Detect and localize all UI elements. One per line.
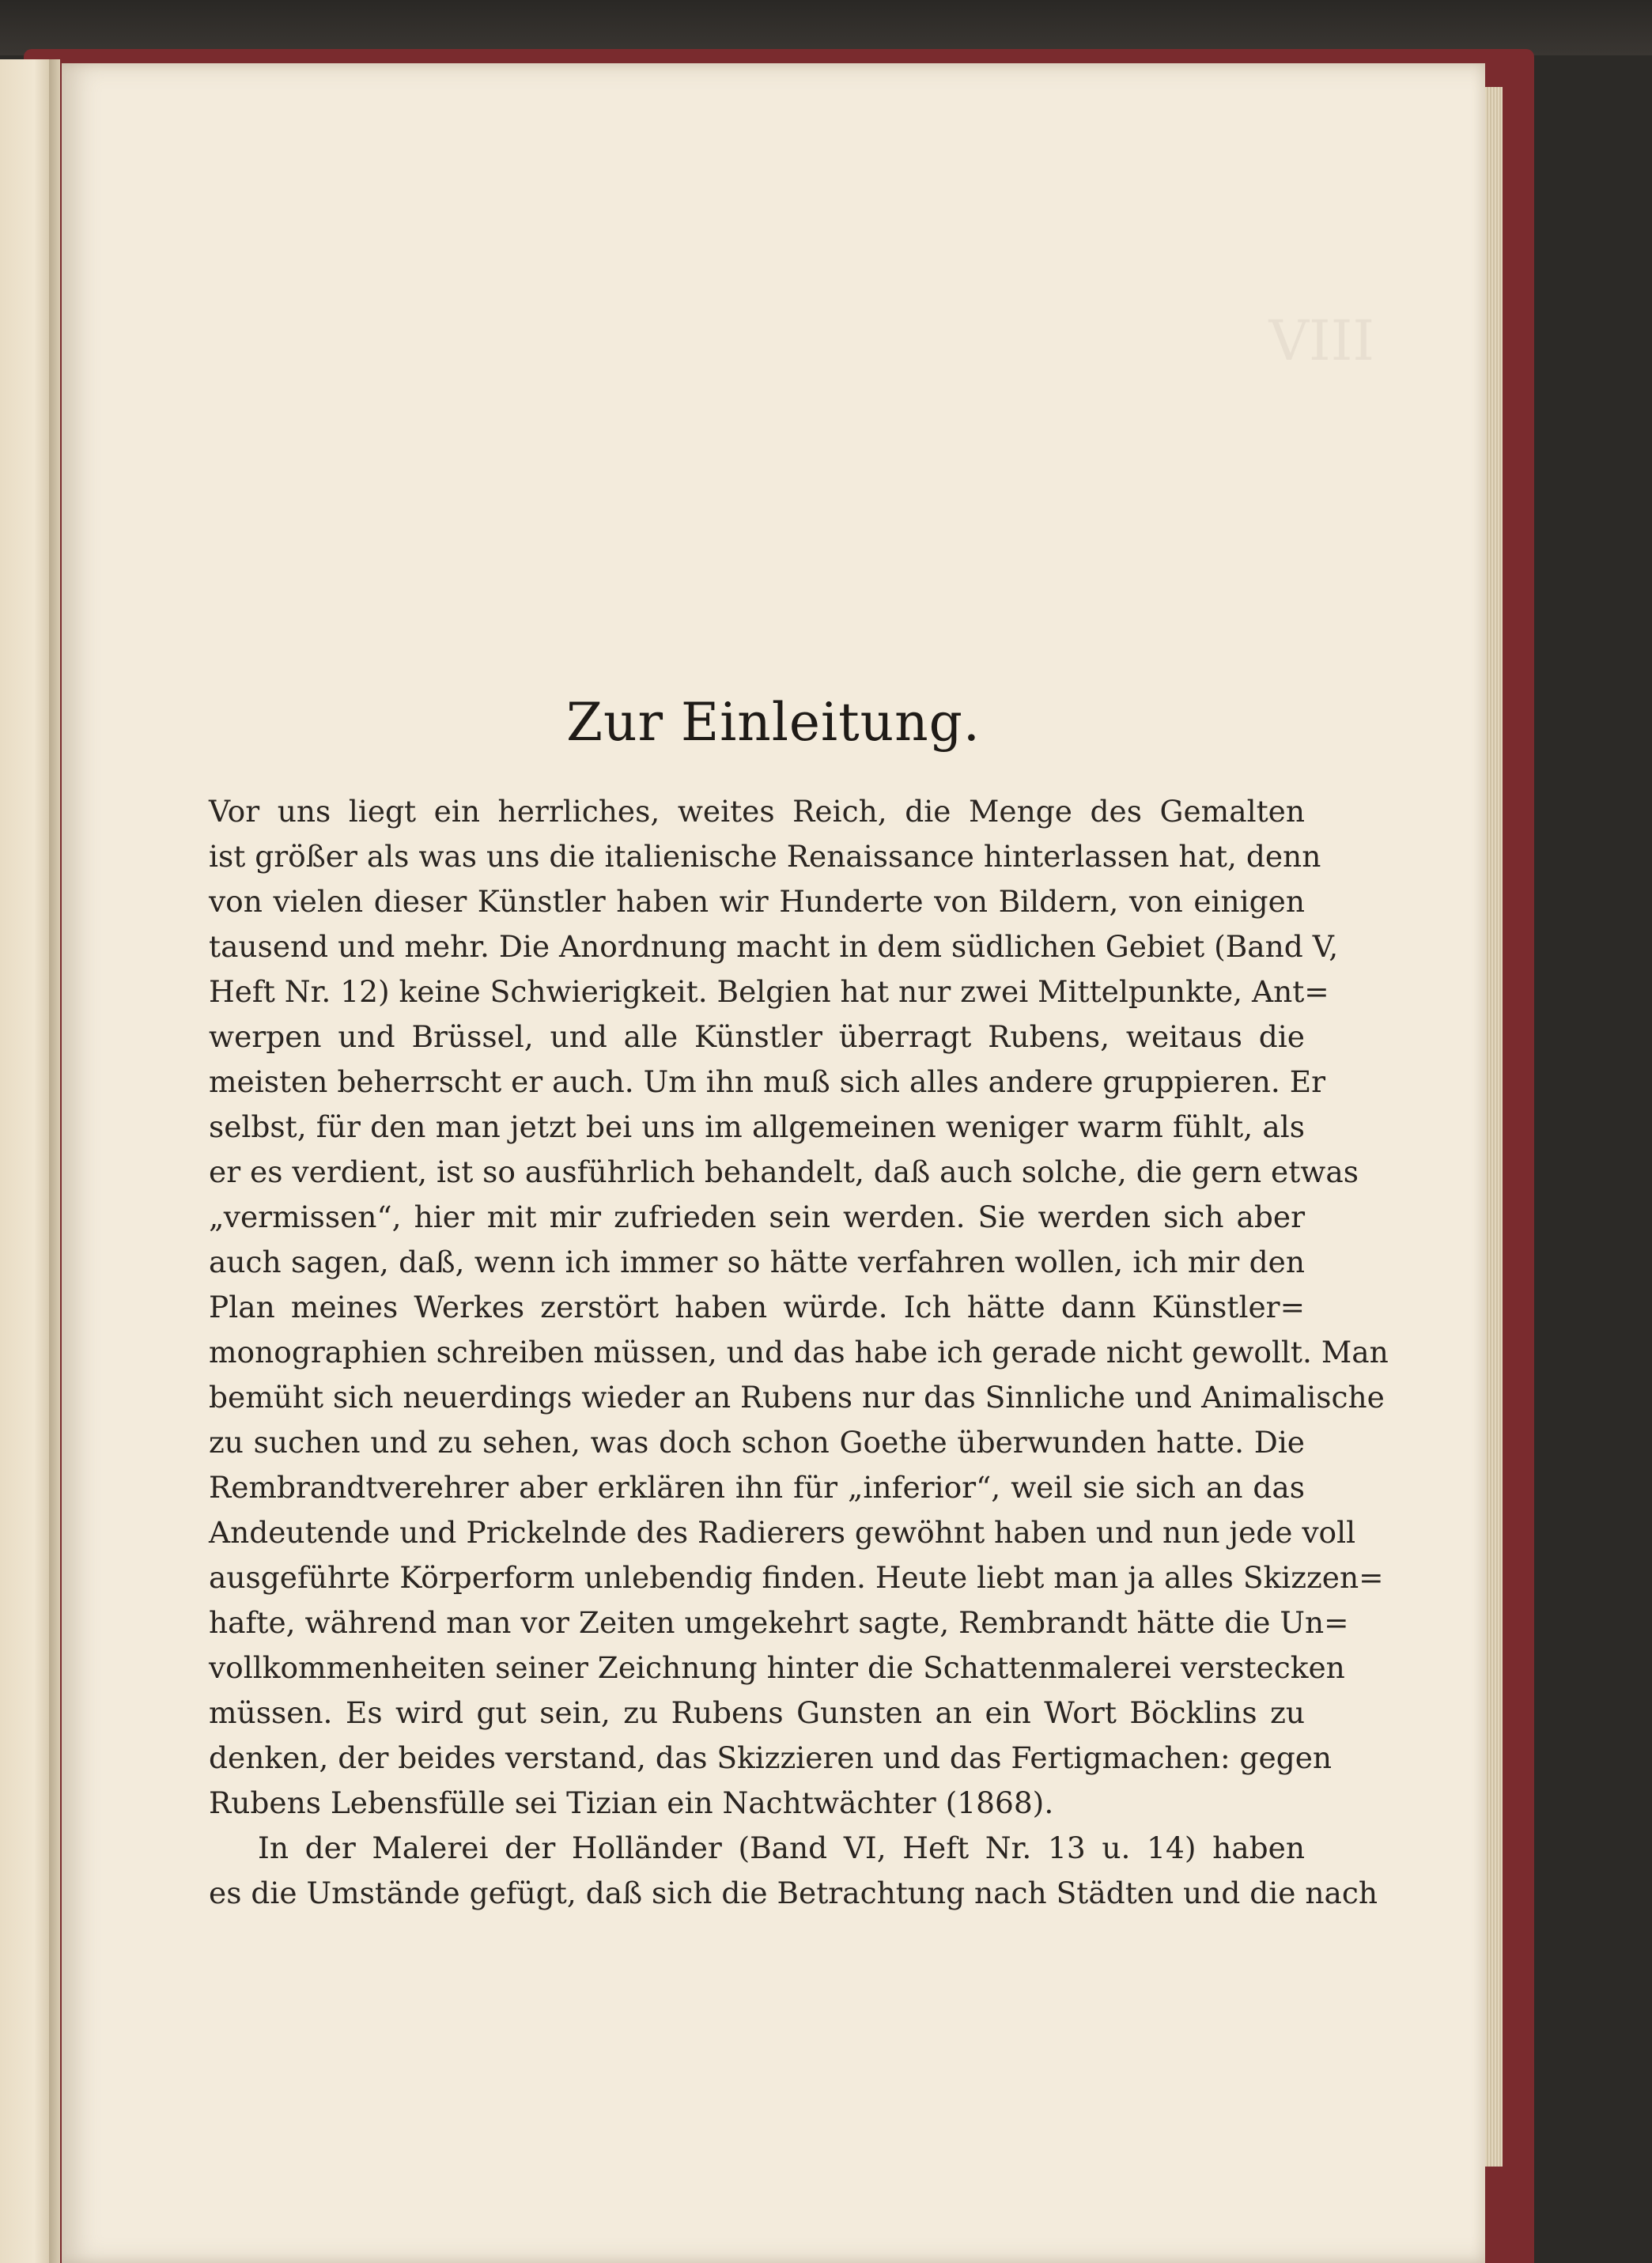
- text-line: von vielen dieser Künstler haben wir Hunderte von Bildern, von einigen: [209, 884, 1305, 919]
- text-line: Rubens Lebensfülle sei Tizian ein Nachtwächter (1868).: [209, 1785, 1054, 1820]
- text-line: werpen und Brüssel, und alle Künstler überragt Rubens, weitaus die: [209, 1019, 1305, 1054]
- text-line: bemüht sich neuerdings wieder an Rubens nur das Sinnliche und Animalische: [209, 1380, 1385, 1415]
- text-line: denken, der beides verstand, das Skizzieren und das Fertigmachen: gegen: [209, 1740, 1333, 1775]
- text-line: meisten beherrscht er auch. Um ihn muß sich alles andere gruppieren. Er: [209, 1064, 1326, 1099]
- text-line: Andeutende und Prickelnde des Radierers gewöhnt haben und nun jede voll: [209, 1515, 1356, 1550]
- text-line: müssen. Es wird gut sein, zu Rubens Gunsten an ein Wort Böcklins zu: [209, 1695, 1305, 1730]
- running-header-bleed: VIII: [1268, 308, 1374, 373]
- text-line: es die Umstände gefügt, daß sich die Betrachtung nach Städten und die nach: [209, 1876, 1378, 1910]
- text-line: Heft Nr. 12) keine Schwierigkeit. Belgien hat nur zwei Mittelpunkte, Ant=: [209, 974, 1329, 1009]
- text-line: auch sagen, daß, wenn ich immer so hätte verfahren wollen, ich mir den: [209, 1245, 1305, 1279]
- text-line: Plan meines Werkes zerstört haben würde. Ich hätte dann Künstler=: [209, 1290, 1305, 1324]
- text-line: „vermissen“, hier mit mir zufrieden sein werden. Sie werden sich aber: [209, 1200, 1305, 1234]
- book-page: [62, 63, 1485, 2263]
- body-text: [209, 789, 1389, 1916]
- text-line: vollkommenheiten seiner Zeichnung hinter die Schattenmalerei verstecken: [209, 1650, 1345, 1685]
- text-line: ausgeführte Körperform unlebendig finden. Heute liebt man ja alles Skizzen=: [209, 1560, 1384, 1595]
- text-line: selbst, für den man jetzt bei uns im allgemeinen weniger warm fühlt, als: [209, 1109, 1305, 1144]
- left-page-edge: [0, 59, 49, 2263]
- page-stack-edges: [1485, 87, 1503, 2167]
- text-line: ist größer als was uns die italienische Renaissance hinterlassen hat, denn: [209, 839, 1321, 874]
- text-line: er es verdient, ist so ausführlich behandelt, daß auch solche, die gern etwas: [209, 1154, 1359, 1189]
- text-line: zu suchen und zu sehen, was doch schon Goethe überwunden hatte. Die: [209, 1425, 1305, 1460]
- text-line: hafte, während man vor Zeiten umgekehrt sagte, Rembrandt hätte die Un=: [209, 1605, 1349, 1640]
- text-line: Rembrandtverehrer aber erklären ihn für „inferior“, weil sie sich an das: [209, 1470, 1305, 1505]
- text-line: Vor uns liegt ein herrliches, weites Reich, die Menge des Gemalten: [209, 794, 1305, 829]
- chapter-title: Zur Einleitung.: [566, 692, 981, 753]
- text-line: monographien schreiben müssen, und das habe ich gerade nicht gewollt. Man: [209, 1335, 1389, 1370]
- book-gutter: [49, 59, 60, 2263]
- text-line: In der Malerei der Holländer (Band VI, Heft Nr. 13 u. 14) haben: [258, 1830, 1305, 1865]
- book-cover-top: [0, 0, 1652, 55]
- text-line: tausend und mehr. Die Anordnung macht in dem südlichen Gebiet (Band V,: [209, 929, 1339, 964]
